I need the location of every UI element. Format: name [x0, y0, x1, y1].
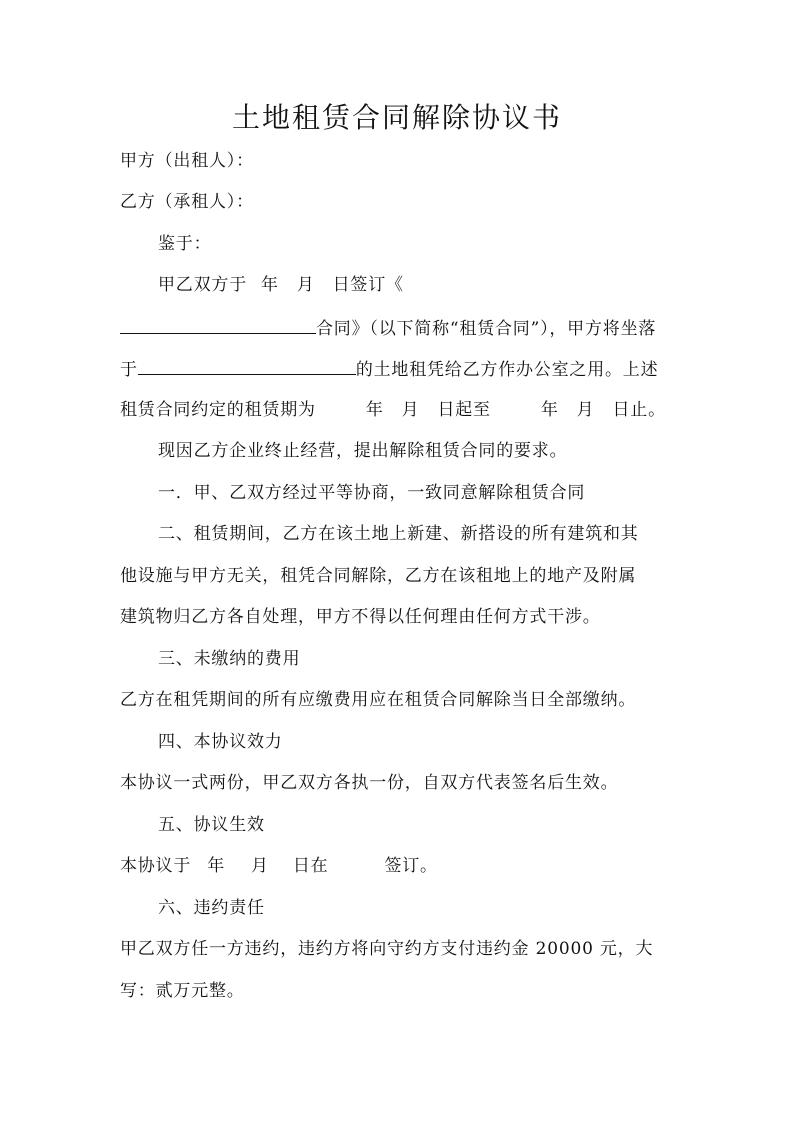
period-month1: 月 [401, 400, 420, 420]
period-month2: 月 [576, 400, 595, 420]
effective-day-at: 日在 [292, 856, 329, 876]
sign-month-label: 月 [296, 275, 315, 295]
clause-4-heading: 四、本协议效力 [158, 732, 283, 752]
effective-month: 月 [251, 856, 269, 876]
clause-3-heading: 三、未缴纳的费用 [158, 649, 301, 669]
whereas-line: 鉴于： [158, 234, 212, 254]
location-blank [138, 356, 356, 375]
location-line [120, 356, 658, 382]
clause-6-body-line-2: 写：贰万元整。 [120, 981, 245, 1001]
period-prefix: 租赁合同约定的租赁期为 [120, 400, 316, 420]
location-suffix: 的土地租凭给乙方作办公室之用。上述 [355, 360, 659, 380]
clause-6-heading: 六、违约责任 [158, 898, 265, 918]
contract-name-blank [120, 315, 316, 334]
sign-day-label: 日签订《 [332, 275, 404, 295]
clause-6-body-line-1: 甲乙双方任一方违约，违约方将向守约方支付违约金 20000 元，大 [120, 939, 654, 959]
contract-name-line [120, 315, 656, 341]
clause-5-body [120, 854, 438, 878]
party-b-line: 乙方（承租人）： [120, 192, 254, 212]
effective-signed: 签订。 [384, 856, 438, 876]
period-year1: 年 [365, 400, 384, 420]
party-a-line: 甲方（出租人）： [120, 151, 254, 171]
sign-intro-text: 甲乙双方于 [158, 275, 247, 295]
termination-reason: 现因乙方企业终止经营，提出解除租赁合同的要求。 [158, 441, 568, 461]
period-start: 日起至 [437, 400, 491, 420]
document-title: 土地租赁合同解除协议书 [231, 101, 562, 134]
clause-3-body: 乙方在租凭期间的所有应缴费用应在租赁合同解除当日全部缴纳。 [120, 690, 637, 710]
effective-year: 年 [207, 856, 226, 876]
sign-year-label: 年 [261, 275, 279, 295]
contract-abbrev-text: 合同》（以下简称“租赁合同”），甲方将坐落 [316, 319, 657, 339]
clause-2-line-3: 建筑物归乙方各自处理，甲方不得以任何理由任何方式干涉。 [120, 607, 601, 627]
clause-1: 一．甲、乙双方经过平等协商，一致同意解除租赁合同 [158, 483, 586, 503]
clause-4-body: 本协议一式两份，甲乙双方各执一份，自双方代表签名后生效。 [120, 773, 619, 793]
clause-2-line-2: 他设施与甲方无关，租凭合同解除，乙方在该租地上的地产及附属 [120, 566, 637, 586]
sign-date-line [158, 273, 404, 297]
effective-prefix: 本协议于 [120, 856, 192, 876]
clause-5-heading: 五、协议生效 [158, 815, 265, 835]
period-year2: 年 [540, 400, 559, 420]
location-prefix: 于 [120, 360, 138, 380]
lease-period-line [120, 398, 666, 422]
period-end: 日止。 [612, 400, 666, 420]
clause-2-line-1: 二、租赁期间，乙方在该土地上新建、新搭设的所有建筑和其 [158, 524, 639, 544]
